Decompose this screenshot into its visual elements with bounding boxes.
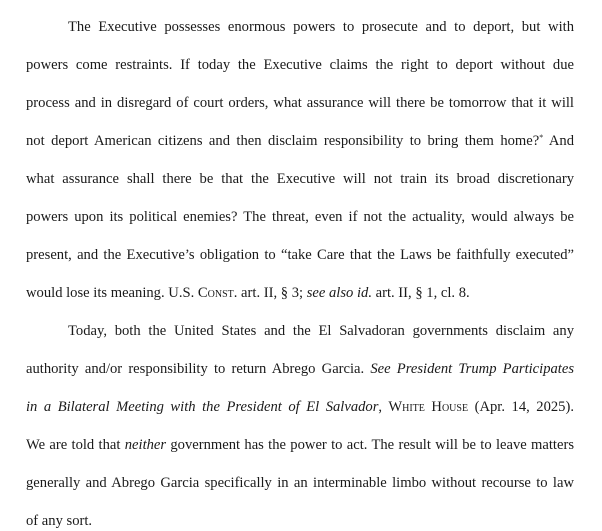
citation-title: See President Trump Participates bbox=[370, 361, 575, 377]
text-line bbox=[26, 283, 470, 303]
text-span: H bbox=[424, 399, 442, 415]
small-caps-span: hite bbox=[402, 399, 425, 415]
emphasis: neither bbox=[124, 437, 167, 453]
text-line bbox=[26, 359, 574, 379]
text-span: (Apr. 14, 2025). bbox=[468, 399, 574, 415]
text-line bbox=[26, 397, 574, 417]
text-span: We are told that bbox=[26, 437, 125, 453]
text-line: The Executive possesses enormous powers to prosecute and to deport, but with bbox=[68, 19, 574, 35]
citation-signal: see also id. bbox=[306, 285, 372, 301]
text-span: authority and/or responsibility to return Abrego Garcia. bbox=[26, 361, 371, 377]
text-span: art. II, § 1, cl. 8. bbox=[371, 285, 470, 301]
text-span: . art. II, § 3; bbox=[233, 285, 307, 301]
text-span: would lose its meaning. U.S. C bbox=[26, 285, 208, 301]
text-span: , W bbox=[378, 399, 403, 415]
text-line bbox=[26, 131, 574, 151]
text-span: And bbox=[543, 133, 574, 149]
text-line: what assurance shall there be that the Executive will not train its broad discretionary bbox=[26, 171, 574, 187]
text-line: generally and Abrego Garcia specifically in an interminable limbo without recourse to law bbox=[26, 475, 574, 491]
text-line: Today, both the United States and the El Salvadoran governments disclaim any bbox=[68, 323, 574, 339]
text-line: process and in disregard of court orders, what assurance will there be tomorrow that it will bbox=[26, 95, 574, 111]
text-line bbox=[26, 435, 574, 455]
text-span: not deport American citizens and then disclaim responsibility to bring them home? bbox=[26, 133, 540, 149]
text-line: powers upon its political enemies? The threat, even if not the actuality, would always be bbox=[26, 209, 574, 225]
small-caps-span: ouse bbox=[441, 399, 469, 415]
text-span: government has the power to act. The result will be to leave matters bbox=[166, 437, 575, 453]
citation-title: in a Bilateral Meeting with the President of El Salvador bbox=[26, 399, 379, 415]
small-caps-span: onst bbox=[207, 285, 234, 301]
footnote-marker: * bbox=[539, 133, 544, 142]
text-line: present, and the Executive’s obligation to “take Care that the Laws be faithfully executed” bbox=[26, 247, 574, 263]
text-line: of any sort. bbox=[26, 513, 93, 529]
text-line: powers come restraints. If today the Executive claims the right to deport without due bbox=[26, 57, 574, 73]
